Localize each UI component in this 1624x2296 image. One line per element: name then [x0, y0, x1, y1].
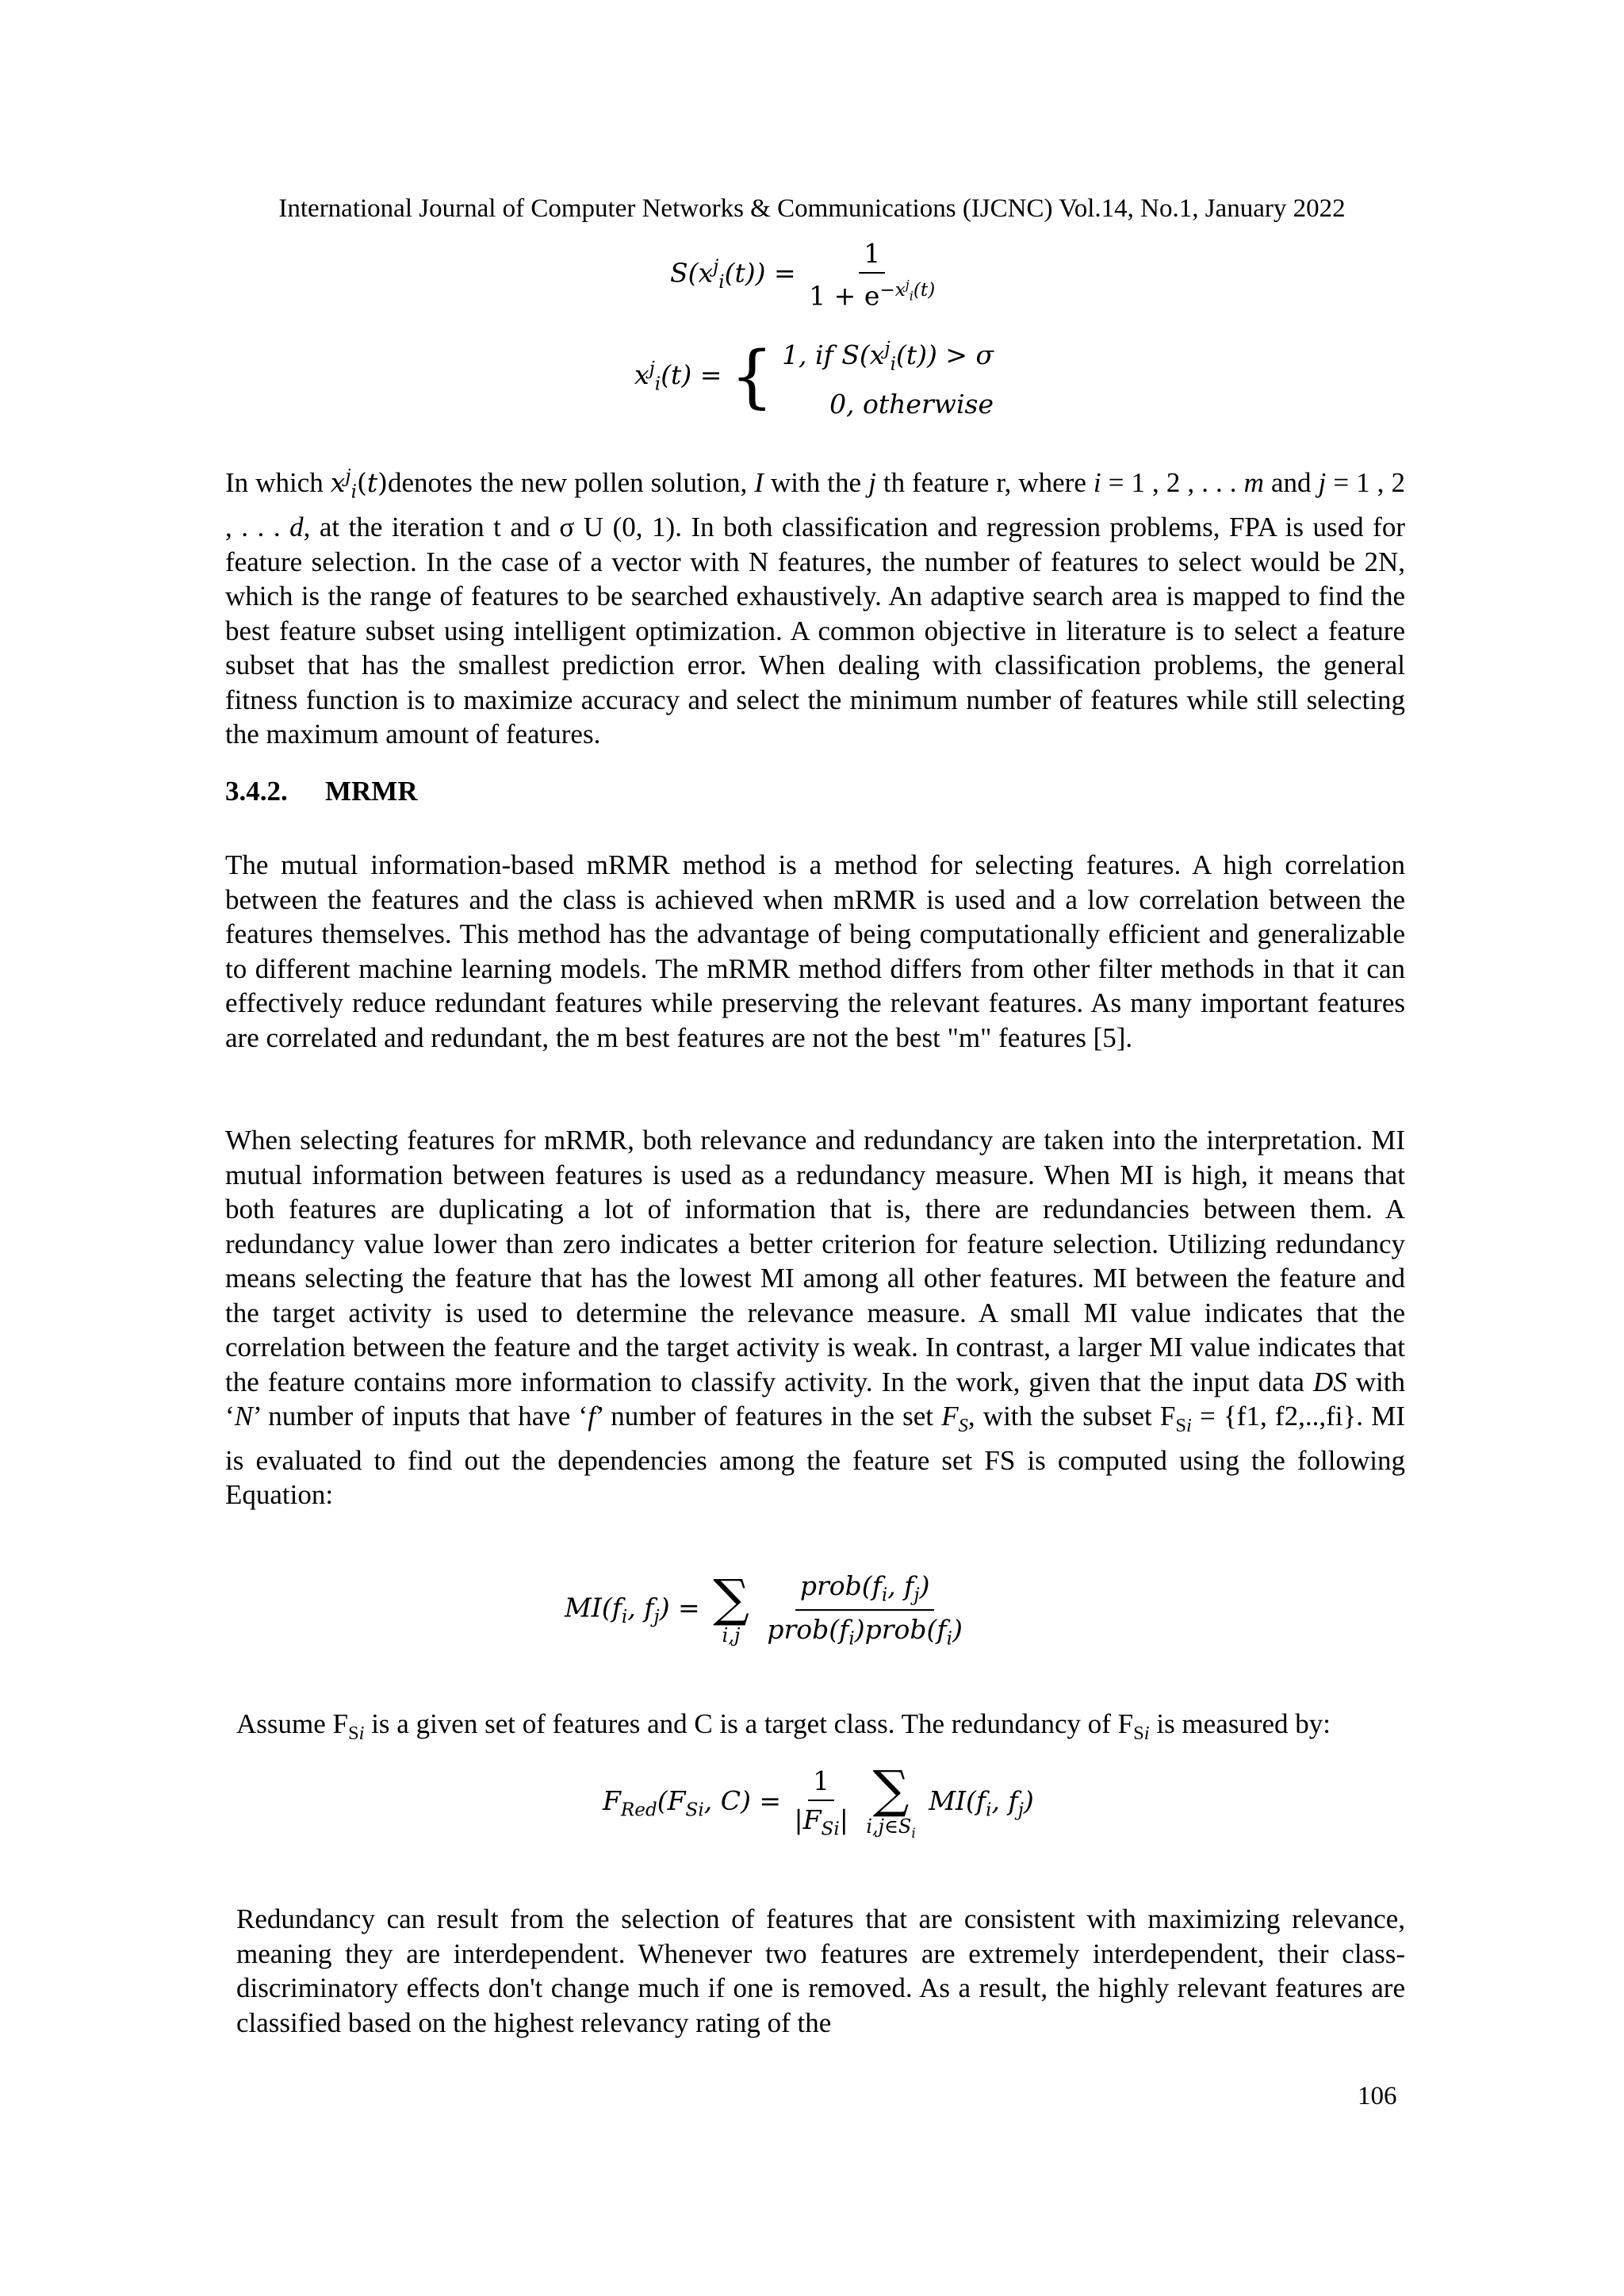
left-brace-icon: {	[730, 336, 774, 416]
paragraph-redundancy-intro: Assume $F_{Si}$ is a given set of features and C is a target class. The redundancy of $F_{Si}$ is measured by:	[236, 1708, 1331, 1744]
section-heading	[225, 776, 418, 807]
equation-binary-transfer: $x^j_i(t)$ = { 1, if $S(x^j_i(t)) > \sigma$ 0, otherwise	[634, 336, 994, 420]
paragraph-redundancy-result: Redundancy can result from the selection of features that are consistent with maximizing relevance, meaning they are interdependent. Whenever two features are extremely interdependent, their class-discriminatory effects don't change much if one is removed. As a result, the highly relevant features are classified based on the highest relevancy rating of the	[236, 1903, 1405, 2038]
paragraph-mrmr-selection: When selecting features for mRMR, both relevance and redundancy are taken into the interpretation. MI mutual information between features is used as a redundancy measure. When MI is high, it means that both features are duplicating a lot of information that is, there are redundancies between them. A redundancy value lower than zero indicates a better criterion for feature selection. Utilizing redundancy means selecting the feature that has the lowest MI among all other features. MI between the feature and the target activity is used to determine the relevance measure. A small MI value indicates that the correlation between the feature and the target activity is weak. In contrast, a larger MI value indicates that the feature contains more information to classify activity. In the work, given that the input data DS with ‘N’ number of inputs that have ‘f’ number of features in the set $F_S$, with the subset $F_{Si} = \{f1$, f2,..,fi}. MI is evaluated to find out the dependencies among the feature set FS is computed using the following Equation:	[225, 1125, 1406, 1510]
equation-mutual-information: $MI(f_i$, $f_j$) = ∑ i,j $\frac{prob(f_i, f_j)}{prob(f_i)prob(f_i)}$	[565, 1569, 963, 1650]
section-title: MRMR	[325, 776, 418, 807]
running-header: International Journal of Computer Networks & Communications (IJCNC) Vol.14, No.1, January 2022	[278, 194, 1346, 223]
summation-icon: ∑	[713, 1569, 749, 1628]
paragraph-mrmr-intro: The mutual information-based mRMR method is a method for selecting features. A high correlation between the features and the class is achieved when mRMR is used and a low correlation between the features themselves. This method has the advantage of being computationally efficient and generalizable to different machine learning models. The mRMR method differs from other filter methods in that it can effectively reduce redundant features while preserving the relevant features. As many important features are correlated and redundant, the m best features are not the best "m" features [5].	[225, 849, 1405, 1053]
section-number: 3.4.2.	[225, 776, 288, 807]
equation-sigmoid: $S(x^j_i(t))$ = $\frac{1}{1 + e^{-x^j_i(t)}}$	[670, 238, 936, 312]
paragraph-fpa: In which $x^j_i(t)denotes$ the new pollen solution, I with the j th feature r, where i = 1 , 2 , . . . m and j = 1 , 2 , . . . d, at the iteration t and σ U (0, 1). In both classification and regression problems, FPA is used for feature selection. In the case of a vector with N features, the number of features to select would be 2N, which is the range of features to be searched exhaustively. An adaptive search area is mapped to find the best feature subset using intelligent optimization. A common objective in literature is to select a feature subset that has the smallest prediction error. When dealing with classification problems, the general fitness function is to maximize accuracy and select the minimum number of features while still selecting the maximum amount of features.	[225, 466, 1405, 750]
summation-icon: ∑	[872, 1761, 910, 1819]
page-number: 106	[1358, 2082, 1397, 2110]
equation-redundancy: $F_{Red}(F_{Si}$, C) = $\frac{1}{|F_{Si}|}$ ∑ $i,j\in S_i$ $MI(f_i$, $f_j$)	[603, 1761, 1034, 1841]
